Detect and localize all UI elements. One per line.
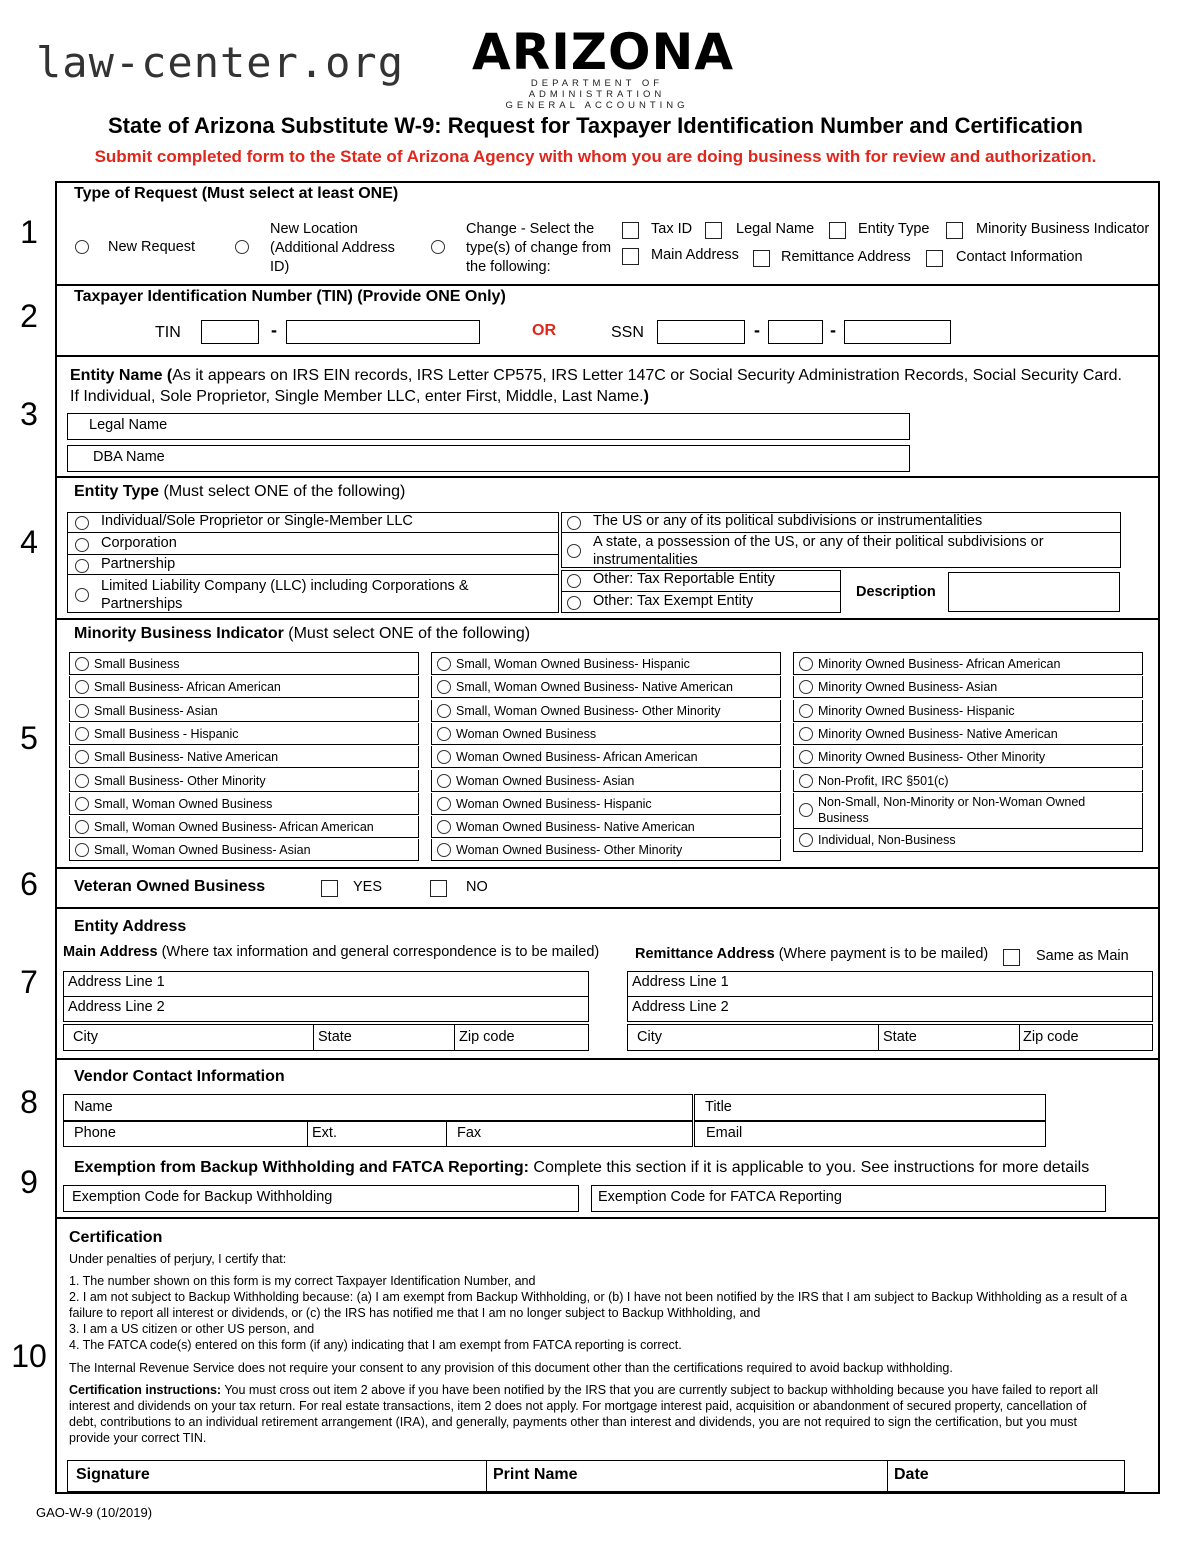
minority-option-radio[interactable]: [437, 657, 451, 671]
new-request-label: New Request: [108, 239, 196, 255]
contact-fax-field[interactable]: Fax: [446, 1121, 693, 1147]
or-label: OR: [532, 322, 556, 339]
veteran-yes-checkbox[interactable]: [321, 880, 338, 897]
llc-label: Limited Liability Company (LLC) including Corporations & Partnerships: [101, 578, 469, 612]
minority-option-radio[interactable]: [437, 843, 451, 857]
minority-option-radio[interactable]: [75, 727, 89, 741]
minority-option-label: Woman Owned Business- Native American: [456, 820, 695, 834]
minority-option-label: Minority Owned Business- Hispanic: [818, 704, 1015, 718]
minority-option-row[interactable]: [793, 700, 1143, 722]
section-divider: [55, 907, 1160, 909]
minority-option-row[interactable]: [431, 700, 781, 722]
row-divider: [561, 591, 841, 592]
new-location-label: New Location (Additional Address ID): [270, 221, 395, 275]
certification-intro: Under penalties of perjury, I certify that:: [69, 1252, 287, 1266]
minority-option-label: Small, Woman Owned Business: [94, 797, 273, 811]
veteran-heading: Veteran Owned Business: [74, 878, 266, 895]
certification-instructions: Certification instructions: You must cross out item 2 above if you have been notified by the IRS that you are currently subject to backup withholding because you have failed to report all interest and dividends on your tax return. For real estate transactions, item 2 does not apply. For mortgage interest paid, acquisition or abandonment of secured property, cancellation of debt, contributions to an individual retirement arrangement (IRA), and generally, payments other than interest and dividends, you are not required to sign the certification, but you must provide your correct TIN.: [69, 1383, 1099, 1445]
other-exempt-label: Other: Tax Exempt Entity: [593, 593, 754, 609]
main-address-line-1[interactable]: Address Line 1: [63, 971, 589, 997]
section-number: 2: [20, 298, 38, 334]
section-number: 1: [20, 214, 38, 250]
minority-option-label: Non-Profit, IRC §501(c): [818, 774, 949, 788]
minority-option-label: Minority Owned Business- Asian: [818, 680, 998, 694]
section-divider: [55, 867, 1160, 869]
minority-option-label: Small Business: [94, 657, 180, 671]
minority-option-label: Woman Owned Business- Asian: [456, 774, 635, 788]
watermark: law-center.org: [36, 38, 405, 87]
minority-option-row[interactable]: [793, 746, 1143, 768]
section-divider: [55, 1058, 1160, 1060]
partnership-radio[interactable]: [75, 559, 89, 573]
section-number: 10: [11, 1338, 47, 1374]
vendor-contact-heading: Vendor Contact Information: [74, 1068, 285, 1085]
entity-name-heading: Entity Name (As it appears on IRS EIN records, IRS Letter CP575, IRS Letter 147C or Social Security Administration Records, Social Security Card. If Individual, Sole Proprietor, Single Member LLC, enter First, Middle, Last Name.): [70, 367, 1122, 405]
description-label: Description: [856, 584, 936, 600]
minority-option-label: Woman Owned Business: [456, 727, 597, 741]
row-divider: [67, 554, 559, 555]
entity-type-label: Entity Type: [858, 221, 930, 237]
minority-option-row[interactable]: [69, 770, 419, 792]
tin-heading: Taxpayer Identification Number (TIN) (Provide ONE Only): [74, 288, 506, 305]
minority-option-label: Small Business- Other Minority: [94, 774, 266, 788]
logo-main-text: ARIZONA: [472, 23, 735, 81]
minority-option-radio[interactable]: [799, 833, 813, 847]
minority-indicator-checkbox[interactable]: [946, 222, 963, 239]
contact-phone-field[interactable]: Phone: [63, 1121, 308, 1147]
minority-option-row[interactable]: [431, 676, 781, 698]
remittance-address-label: Remittance Address: [781, 249, 911, 265]
minority-option-label: Small Business - Hispanic: [94, 727, 239, 741]
minority-option-row[interactable]: [793, 793, 1143, 829]
section-number: 5: [20, 720, 38, 756]
minority-option-radio[interactable]: [75, 750, 89, 764]
minority-option-label: Woman Owned Business- Other Minority: [456, 843, 683, 857]
minority-option-row[interactable]: [431, 793, 781, 815]
other-exempt-radio[interactable]: [567, 596, 581, 610]
row-divider: [67, 574, 559, 575]
minority-option-label: Woman Owned Business- African American: [456, 750, 698, 764]
minority-indicator-heading: Minority Business Indicator (Must select ONE of the following): [74, 625, 531, 642]
state-label: A state, a possession of the US, or any of their political subdivisions or instrumentalities: [593, 534, 1044, 568]
minority-option-row[interactable]: [793, 676, 1143, 698]
form-title: State of Arizona Substitute W-9: Request for Taxpayer Identification Number and Certification: [108, 113, 1083, 138]
minority-option-radio[interactable]: [75, 797, 89, 811]
print-name-field[interactable]: Print Name: [486, 1460, 888, 1492]
minority-option-row[interactable]: [431, 746, 781, 768]
change-label: Change - Select the type(s) of change from the following:: [466, 221, 612, 275]
minority-option-radio[interactable]: [437, 797, 451, 811]
minority-option-row[interactable]: [431, 770, 781, 792]
minority-option-radio[interactable]: [75, 704, 89, 718]
exemption-heading: Exemption from Backup Withholding and FATCA Reporting: Complete this section if it is applicable to you. See instructions for more details: [74, 1159, 1090, 1176]
veteran-no-checkbox[interactable]: [430, 880, 447, 897]
minority-option-label: Individual, Non-Business: [818, 833, 956, 847]
minority-option-radio[interactable]: [75, 820, 89, 834]
contact-title-field[interactable]: Title: [694, 1094, 1046, 1121]
minority-option-radio[interactable]: [75, 774, 89, 788]
main-address-checkbox[interactable]: [622, 248, 639, 265]
other-taxable-label: Other: Tax Reportable Entity: [593, 571, 775, 587]
new-location-radio[interactable]: [235, 240, 249, 254]
row-divider: [67, 532, 559, 533]
minority-option-row[interactable]: [431, 816, 781, 838]
us-gov-label: The US or any of its political subdivisions or instrumentalities: [593, 513, 983, 529]
ssn-label: SSN: [611, 324, 644, 341]
date-field[interactable]: Date: [887, 1460, 1125, 1492]
minority-option-label: Small Business- African American: [94, 680, 281, 694]
minority-column-2: [431, 652, 781, 860]
section-divider: [55, 476, 1160, 478]
section-divider: [55, 618, 1160, 620]
minority-option-label: Minority Owned Business- Other Minority: [818, 750, 1046, 764]
arizona-logo: [472, 23, 735, 111]
remittance-address-heading: Remittance Address (Where payment is to be mailed): [635, 946, 989, 962]
same-as-main-checkbox[interactable]: [1003, 949, 1020, 966]
minority-option-radio[interactable]: [75, 657, 89, 671]
new-request-radio[interactable]: [75, 240, 89, 254]
request-type-heading: Type of Request (Must select at least ONE): [74, 185, 399, 202]
minority-option-label: Small, Woman Owned Business- Hispanic: [456, 657, 690, 671]
corporation-label: Corporation: [101, 535, 177, 551]
minority-option-label: Small, Woman Owned Business- Asian: [94, 843, 311, 857]
tin-label: TIN: [155, 324, 181, 341]
backup-withholding-field[interactable]: Exemption Code for Backup Withholding: [63, 1185, 579, 1212]
remit-state-field[interactable]: State: [878, 1024, 1020, 1051]
same-as-main-label: Same as Main: [1036, 948, 1129, 964]
individual-radio[interactable]: [75, 516, 89, 530]
minority-option-radio[interactable]: [75, 680, 89, 694]
section-number: 3: [20, 396, 38, 432]
remit-address-line-2[interactable]: Address Line 2: [627, 996, 1153, 1022]
contact-ext-field[interactable]: Ext.: [307, 1121, 447, 1147]
minority-option-radio[interactable]: [799, 727, 813, 741]
ssn-field-3[interactable]: [844, 320, 951, 344]
fatca-field[interactable]: Exemption Code for FATCA Reporting: [591, 1185, 1106, 1212]
minority-option-label: Non-Small, Non-Minority or Non-Woman Owned Business: [818, 795, 1086, 825]
entity-address-heading: Entity Address: [74, 918, 187, 935]
minority-option-label: Small Business- Asian: [94, 704, 218, 718]
minority-option-radio[interactable]: [799, 774, 813, 788]
section-number: 4: [20, 524, 38, 560]
minority-option-row[interactable]: [69, 723, 419, 745]
entity-type-checkbox[interactable]: [829, 222, 846, 239]
minority-option-row[interactable]: [69, 700, 419, 722]
veteran-yes-label: YES: [353, 879, 383, 895]
logo-sub-text-1: DEPARTMENT OF ADMINISTRATION: [528, 78, 666, 100]
state-radio[interactable]: [567, 544, 581, 558]
minority-option-row[interactable]: [793, 829, 1143, 852]
tin-field-1[interactable]: [201, 320, 259, 344]
contact-email-field[interactable]: Email: [694, 1121, 1046, 1147]
description-field[interactable]: [948, 572, 1120, 612]
minority-option-row[interactable]: [793, 723, 1143, 745]
minority-option-radio[interactable]: [75, 843, 89, 857]
minority-option-row[interactable]: [69, 653, 419, 675]
section-number: 9: [20, 1164, 38, 1200]
minority-option-radio[interactable]: [437, 704, 451, 718]
section-number: 7: [20, 964, 38, 1000]
tin-field-2[interactable]: [286, 320, 480, 344]
signature-field[interactable]: Signature: [67, 1460, 487, 1492]
ssn-field-1[interactable]: [657, 320, 745, 344]
corporation-radio[interactable]: [75, 538, 89, 552]
individual-label: Individual/Sole Proprietor or Single-Member LLC: [101, 513, 413, 529]
main-address-line-2[interactable]: Address Line 2: [63, 996, 589, 1022]
tax-id-checkbox[interactable]: [622, 222, 639, 239]
other-taxable-radio[interactable]: [567, 574, 581, 588]
section-divider: [55, 284, 1160, 286]
minority-option-row[interactable]: [431, 839, 781, 861]
us-gov-radio[interactable]: [567, 516, 581, 530]
minority-column-3: [793, 652, 1143, 852]
tax-id-label: Tax ID: [651, 221, 693, 237]
tin-dash: -: [271, 320, 277, 340]
main-zip-field[interactable]: Zip code: [454, 1024, 589, 1051]
legal-name-checkbox[interactable]: [705, 222, 722, 239]
ssn-dash-1: -: [754, 320, 760, 340]
remit-address-line-1[interactable]: Address Line 1: [627, 971, 1153, 997]
entity-type-heading: Entity Type (Must select ONE of the following): [74, 483, 406, 500]
minority-option-label: Minority Owned Business- African American: [818, 657, 1061, 671]
veteran-no-label: NO: [466, 879, 488, 895]
main-city-field[interactable]: City: [63, 1024, 314, 1051]
minority-option-row[interactable]: [69, 676, 419, 698]
minority-column-1: [69, 652, 419, 860]
minority-option-row[interactable]: [69, 793, 419, 815]
minority-option-label: Small Business- Native American: [94, 750, 279, 764]
minority-option-label: Small, Woman Owned Business- Native American: [456, 680, 733, 694]
change-radio[interactable]: [431, 240, 445, 254]
certification-items: 1. The number shown on this form is my correct Taxpayer Identification Number, and 2. I am not subject to Backup Withholding because: (a) I am exempt from Backup Withholding, or (b) I have not been notified by the IRS that I am subject to Backup Withholding as a result of a failure to report all interest or dividends, or (c) the IRS has notified me that I am no longer subject to Backup Withholding, and 3. I am a US citizen or other US person, and 4. The FATCA code(s) entered on this form (if any) indicating that I am exempt from FATCA reporting is correct.: [69, 1274, 1128, 1352]
minority-option-radio[interactable]: [437, 750, 451, 764]
minority-indicator-label: Minority Business Indicator: [976, 221, 1150, 237]
minority-option-label: Small, Woman Owned Business- African American: [94, 820, 374, 834]
minority-option-radio[interactable]: [437, 774, 451, 788]
section-divider: [55, 1217, 1160, 1219]
minority-option-row[interactable]: [431, 723, 781, 745]
minority-option-radio[interactable]: [437, 820, 451, 834]
section-number: 8: [20, 1084, 38, 1120]
contact-info-label: Contact Information: [956, 249, 1083, 265]
minority-option-label: Woman Owned Business- Hispanic: [456, 797, 652, 811]
main-address-label: Main Address: [651, 247, 739, 263]
form-subtitle: Submit completed form to the State of Arizona Agency with whom you are doing business with for review and authorization.: [94, 147, 1097, 166]
llc-radio[interactable]: [75, 588, 89, 602]
logo-sub-text-2: GENERAL ACCOUNTING: [505, 100, 689, 111]
contact-info-checkbox[interactable]: [926, 250, 943, 267]
minority-option-radio[interactable]: [799, 704, 813, 718]
minority-option-radio[interactable]: [799, 680, 813, 694]
ssn-dash-2: -: [830, 320, 836, 340]
minority-option-row[interactable]: [431, 653, 781, 675]
minority-option-label: Minority Owned Business- Native American: [818, 727, 1058, 741]
minority-option-radio[interactable]: [799, 803, 813, 817]
form-id: GAO-W-9 (10/2019): [36, 1505, 153, 1520]
minority-option-label: Small, Woman Owned Business- Other Minority: [456, 704, 721, 718]
main-address-heading: Main Address (Where tax information and general correspondence is to be mailed): [63, 944, 600, 960]
section-number: 6: [20, 866, 38, 902]
contact-name-field[interactable]: Name: [63, 1094, 693, 1121]
section-divider: [55, 355, 1160, 357]
minority-option-row[interactable]: [793, 770, 1143, 792]
partnership-label: Partnership: [101, 556, 176, 572]
remit-city-field[interactable]: City: [627, 1024, 879, 1051]
minority-option-radio[interactable]: [799, 657, 813, 671]
minority-option-row[interactable]: [793, 653, 1143, 675]
certification-heading: Certification: [69, 1229, 163, 1246]
remittance-address-checkbox[interactable]: [753, 250, 770, 267]
legal-name-label: Legal Name: [736, 221, 815, 237]
irs-note: The Internal Revenue Service does not require your consent to any provision of this document other than the certifications required to avoid backup withholding.: [69, 1361, 953, 1375]
dba-name-field[interactable]: DBA Name: [67, 445, 910, 472]
remit-zip-field[interactable]: Zip code: [1019, 1024, 1153, 1051]
minority-option-radio[interactable]: [437, 680, 451, 694]
minority-option-row[interactable]: [69, 839, 419, 861]
minority-option-row[interactable]: [69, 746, 419, 768]
main-state-field[interactable]: State: [313, 1024, 455, 1051]
minority-option-row[interactable]: [69, 816, 419, 838]
ssn-field-2[interactable]: [768, 320, 823, 344]
legal-name-field[interactable]: Legal Name: [67, 413, 910, 440]
minority-option-radio[interactable]: [799, 750, 813, 764]
minority-option-radio[interactable]: [437, 727, 451, 741]
